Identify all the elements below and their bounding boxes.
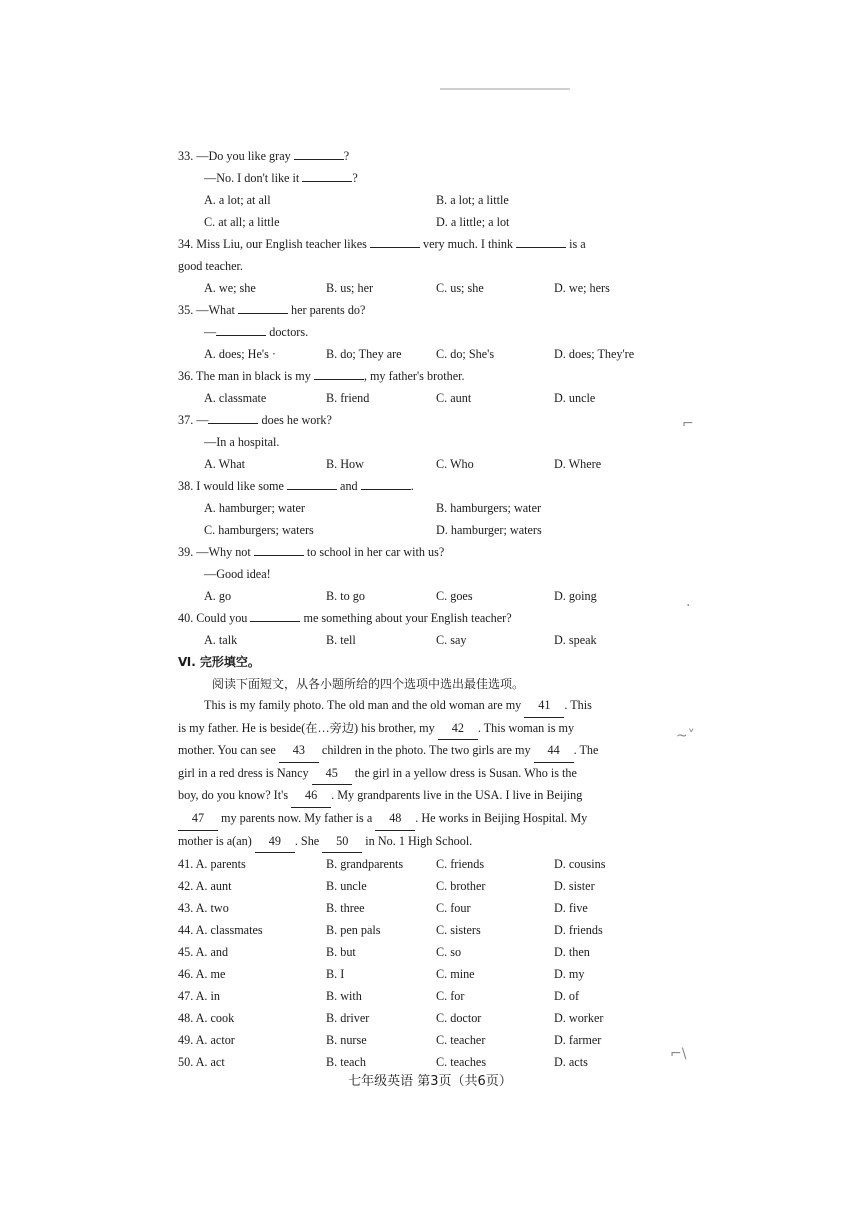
answer-option: A. talk — [204, 633, 238, 647]
answer-option: D. worker — [554, 1011, 604, 1026]
answer-option: C. teaches — [436, 1055, 487, 1070]
scan-artifact-mark: ⌐ — [682, 416, 694, 432]
answer-option: A. What — [204, 457, 246, 471]
section-instruction: 阅读下面短文，从各小题所给的四个选项中选出最佳选项。 — [212, 677, 525, 691]
answer-option: A. hamburger; water — [204, 501, 305, 515]
question-stem: —No. I don't like it ? — [178, 167, 658, 189]
answer-option: B. tell — [326, 633, 356, 647]
answer-option: B. friend — [326, 391, 370, 405]
answer-option: B. driver — [326, 1011, 370, 1026]
question-stem: good teacher. — [178, 259, 243, 273]
answer-option: C. hamburgers; waters — [204, 523, 314, 537]
cloze-options-row — [178, 919, 658, 941]
cloze-options-row — [178, 941, 658, 963]
cloze-blank: 45 — [312, 763, 352, 786]
answer-option: B. to go — [326, 589, 365, 603]
answer-option: B. I — [326, 967, 345, 982]
cloze-options-row — [178, 963, 658, 985]
answer-option: B. hamburgers; water — [436, 501, 542, 515]
answer-option: D. sister — [554, 879, 595, 894]
answer-option: D. of — [554, 989, 580, 1004]
cloze-options-row — [178, 985, 658, 1007]
options-row — [178, 211, 658, 233]
answer-option: D. does; They're — [554, 347, 635, 361]
answer-option: A. a lot; at all — [204, 193, 271, 207]
exam-content — [178, 145, 658, 1073]
cloze-blank: 47 — [178, 808, 218, 831]
answer-option: D. my — [554, 967, 585, 982]
answer-option: B. nurse — [326, 1033, 367, 1048]
cloze-blank: 41 — [524, 695, 564, 718]
question-stem: 36. The man in black is my , my father's brother. — [178, 365, 658, 387]
cloze-options-row — [178, 1007, 658, 1029]
question-stem: 34. Miss Liu, our English teacher likes very much. I think is a — [178, 233, 658, 255]
answer-option: D. farmer — [554, 1033, 602, 1048]
answer-option: C. say — [436, 633, 467, 647]
answer-option: D. five — [554, 901, 588, 916]
options-row — [178, 343, 658, 365]
cloze-options-row — [178, 875, 658, 897]
options-row — [178, 497, 658, 519]
answer-option: 45. A. and — [178, 945, 229, 960]
answer-option: 47. A. in — [178, 989, 220, 1004]
cloze-options-row — [178, 1029, 658, 1051]
question-stem: 33. —Do you like gray ? — [178, 145, 658, 167]
cloze-blank: 42 — [438, 718, 478, 741]
answer-option: D. we; hers — [554, 281, 610, 295]
scan-artifact-mark: ~˅ — [676, 728, 695, 744]
answer-option: C. brother — [436, 879, 486, 894]
answer-option: B. grandparents — [326, 857, 404, 872]
question-stem: —In a hospital. — [204, 435, 280, 449]
passage-line: This is my family photo. The old man and the old woman are my 41 . This — [178, 695, 658, 718]
options-row — [178, 519, 658, 541]
cloze-blank: 49 — [255, 831, 295, 854]
options-row — [178, 189, 658, 211]
answer-option: B. teach — [326, 1055, 366, 1070]
answer-option: B. How — [326, 457, 364, 471]
answer-option: 44. A. classmates — [178, 923, 263, 938]
passage-line: mother is a(an) 49 . She 50 in No. 1 High School. — [178, 831, 658, 854]
answer-option: B. a lot; a little — [436, 193, 509, 207]
answer-option: 50. A. act — [178, 1055, 225, 1070]
answer-option: D. cousins — [554, 857, 606, 872]
answer-option: C. for — [436, 989, 465, 1004]
passage-line: girl in a red dress is Nancy 45 the girl in a yellow dress is Susan. Who is the — [178, 763, 658, 786]
answer-option: B. but — [326, 945, 356, 960]
cloze-options-row — [178, 853, 658, 875]
answer-option: C. Who — [436, 457, 474, 471]
section-title: Ⅵ. 完形填空。 — [178, 655, 260, 669]
answer-option: C. four — [436, 901, 471, 916]
page-footer: 七年级英语 第3页（共6页） — [348, 1074, 512, 1089]
answer-option: D. hamburger; waters — [436, 523, 542, 537]
answer-option: C. do; She's — [436, 347, 495, 361]
answer-option: C. mine — [436, 967, 475, 982]
answer-option: C. teacher — [436, 1033, 486, 1048]
passage-line: 47 my parents now. My father is a 48 . He works in Beijing Hospital. My — [178, 808, 658, 831]
answer-option: A. does; He's · — [204, 347, 276, 361]
answer-option: A. we; she — [204, 281, 256, 295]
answer-option: B. pen pals — [326, 923, 381, 938]
answer-option: 49. A. actor — [178, 1033, 235, 1048]
passage-line: mother. You can see 43 children in the photo. The two girls are my 44 . The — [178, 740, 658, 763]
question-stem: 37. — does he work? — [178, 409, 658, 431]
scan-artifact-mark: · — [686, 598, 691, 614]
answer-option: C. so — [436, 945, 462, 960]
options-row — [178, 453, 658, 475]
cloze-blank: 48 — [375, 808, 415, 831]
answer-option: B. with — [326, 989, 362, 1004]
question-stem: 35. —What her parents do? — [178, 299, 658, 321]
answer-option: D. friends — [554, 923, 603, 938]
question-stem: — doctors. — [178, 321, 658, 343]
question-stem: 39. —Why not to school in her car with us? — [178, 541, 658, 563]
options-row — [178, 277, 658, 299]
answer-option: B. three — [326, 901, 365, 916]
answer-option: 46. A. me — [178, 967, 226, 982]
options-row — [178, 585, 658, 607]
answer-option: B. us; her — [326, 281, 374, 295]
answer-option: C. aunt — [436, 391, 472, 405]
question-stem: 38. I would like some and . — [178, 475, 658, 497]
cloze-passage — [178, 695, 658, 853]
answer-option: D. Where — [554, 457, 602, 471]
answer-option: C. us; she — [436, 281, 484, 295]
options-row — [178, 387, 658, 409]
answer-option: C. at all; a little — [204, 215, 280, 229]
answer-option: 42. A. aunt — [178, 879, 232, 894]
cloze-blank: 46 — [291, 785, 331, 808]
answer-option: A. classmate — [204, 391, 267, 405]
answer-option: 41. A. parents — [178, 857, 246, 872]
answer-option: D. then — [554, 945, 590, 960]
answer-option: D. speak — [554, 633, 597, 647]
answer-option: D. uncle — [554, 391, 596, 405]
cloze-blank: 50 — [322, 831, 362, 854]
passage-line: boy, do you know? It's 46 . My grandparents live in the USA. I live in Beijing — [178, 785, 658, 808]
cloze-blank: 44 — [534, 740, 574, 763]
scan-artifact-mark: ⌐\ — [670, 1046, 687, 1062]
scan-artifact-line — [440, 88, 570, 90]
cloze-blank: 43 — [279, 740, 319, 763]
answer-option: D. acts — [554, 1055, 588, 1070]
cloze-options-row — [178, 897, 658, 919]
answer-option: C. friends — [436, 857, 485, 872]
answer-option: A. go — [204, 589, 232, 603]
answer-option: B. do; They are — [326, 347, 402, 361]
question-stem: 40. Could you me something about your English teacher? — [178, 607, 658, 629]
answer-option: C. goes — [436, 589, 473, 603]
answer-option: 43. A. two — [178, 901, 229, 916]
answer-option: D. going — [554, 589, 597, 603]
options-row — [178, 629, 658, 651]
answer-option: B. uncle — [326, 879, 367, 894]
answer-option: C. sisters — [436, 923, 481, 938]
answer-option: C. doctor — [436, 1011, 482, 1026]
passage-line: is my father. He is beside(在…旁边) his brother, my 42 . This woman is my — [178, 718, 658, 741]
question-stem: —Good idea! — [204, 567, 271, 581]
answer-option: D. a little; a lot — [436, 215, 510, 229]
answer-option: 48. A. cook — [178, 1011, 235, 1026]
